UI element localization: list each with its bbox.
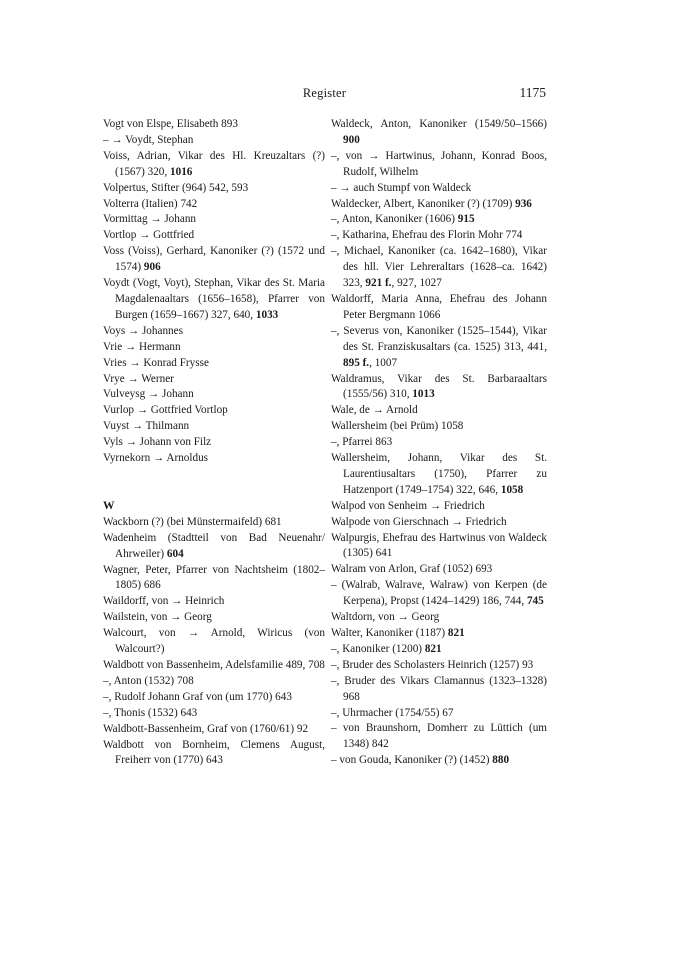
- index-entry: –, Katharina, Ehefrau des Florin Mohr 774: [331, 229, 523, 242]
- index-entry: Walter, Kanoniker (1187) 821: [331, 627, 465, 639]
- index-entry: –, Anton, Kanoniker (1606) 915: [331, 213, 475, 226]
- running-head: [103, 86, 546, 104]
- section-letter: W: [103, 499, 115, 512]
- index-entry: –, Pfarrei 863: [331, 436, 393, 449]
- index-entry: Vyrnekorn → Arnoldus: [103, 452, 209, 465]
- index-entry: –, Uhrmacher (1754/55) 67: [331, 706, 454, 719]
- index-entry: Vogt von Elspe, Elisabeth 893: [103, 118, 238, 130]
- index-entry: Waldbott von Bassenheim, Adelsfamilie 489, 708: [103, 659, 325, 671]
- index-entry: Waldorff, Maria Anna, Ehefrau des Johann Peter Bergmann 1066: [331, 292, 547, 321]
- index-entry: Voys → Johannes: [103, 324, 183, 337]
- index-entry: Wadenheim (Stadtteil von Bad Neuenahr/ Ahrweiler) 604: [103, 531, 325, 560]
- index-entry: – → auch Stumpf von Waldeck: [331, 181, 472, 194]
- left-column: [103, 117, 325, 769]
- index-entry: – von Gouda, Kanoniker (?) (1452) 880: [331, 754, 510, 767]
- index-entry: – von Braunshorn, Domherr zu Lüttich (um 1348) 842: [331, 722, 547, 751]
- index-entry: Vurlop → Gottfried Vortlop: [103, 404, 228, 417]
- index-entry: Waltdorn, von → Georg: [331, 611, 440, 624]
- index-entry: – → Voydt, Stephan: [103, 133, 194, 146]
- index-entry: Vyls → Johann von Filz: [103, 436, 212, 449]
- entries-right: [331, 117, 547, 769]
- index-entry: Walpurgis, Ehefrau des Hartwinus von Waldeck (1305) 641: [331, 531, 547, 560]
- index-entry: Wallersheim, Johann, Vikar des St. Laurentiusaltars (1750), Pfarrer zu Hatzenport (1749–1754) 322, 646, 1058: [331, 452, 547, 496]
- index-entry: –, Michael, Kanoniker (ca. 1642–1680), Vikar des hll. Vier Lehreraltars (1628–ca. 1642) 323, 921 f., 927, 1027: [331, 245, 547, 290]
- index-entry: Waldecker, Albert, Kanoniker (?) (1709) 936: [331, 197, 532, 210]
- index-entry: Vulveysg → Johann: [103, 388, 194, 401]
- index-entry: Vrye → Werner: [103, 372, 174, 385]
- index-entry: –, Severus von, Kanoniker (1525–1544), Vikar des St. Franziskusaltars (ca. 1525) 313, 441, 895 f., 1007: [331, 324, 547, 369]
- index-entry: Wackborn (?) (bei Münstermaifeld) 681: [103, 515, 282, 528]
- index-entry: –, Kanoniker (1200) 821: [331, 642, 442, 655]
- index-entry: Vormittag → Johann: [103, 213, 197, 226]
- index-entry: –, Rudolf Johann Graf von (um 1770) 643: [103, 690, 292, 703]
- entries-before-w: [103, 117, 325, 467]
- index-entry: Walcourt, von → Arnold, Wiricus (von Walcourt?): [103, 627, 325, 656]
- index-entry: Voydt (Vogt, Voyt), Stephan, Vikar des St. Maria Magdalenaaltars (1656–1658), Pfarrer von Burgen (1659–1667) 327, 640, 1033: [103, 277, 325, 321]
- page-number: 1175: [519, 85, 546, 100]
- index-entry: –, von → Hartwinus, Johann, Konrad Boos, Rudolf, Wilhelm: [331, 149, 547, 178]
- index-entry: Waldramus, Vikar des St. Barbaraaltars (1555/56) 310, 1013: [331, 372, 547, 401]
- index-entry: Walpod von Senheim → Friedrich: [331, 499, 485, 512]
- index-entry: Vries → Konrad Frysse: [103, 356, 209, 369]
- index-entry: – (Walrab, Walrave, Walraw) von Kerpen (de Kerpena), Propst (1424–1429) 186, 744, 745: [331, 579, 547, 608]
- index-entry: Volpertus, Stifter (964) 542, 593: [103, 181, 249, 194]
- entries-w: [103, 515, 325, 770]
- index-entry: Walram von Arlon, Graf (1052) 693: [331, 563, 493, 576]
- index-entry: Volterra (Italien) 742: [103, 197, 198, 210]
- index-entry: Wale, de → Arnold: [331, 404, 418, 417]
- running-title: Register: [302, 86, 347, 100]
- index-entry: Voiss, Adrian, Vikar des Hl. Kreuzaltars (?) (1567) 320, 1016: [103, 149, 325, 178]
- index-entry: –, Bruder des Scholasters Heinrich (1257) 93: [331, 658, 534, 671]
- index-entry: Wallersheim (bei Prüm) 1058: [331, 420, 464, 433]
- index-entry: Vrie → Hermann: [103, 340, 181, 353]
- index-entry: –, Anton (1532) 708: [103, 674, 194, 687]
- index-entry: –, Bruder des Vikars Clamannus (1323–1328) 968: [331, 674, 547, 703]
- index-entry: Voss (Voiss), Gerhard, Kanoniker (?) (1572 und 1574) 906: [103, 245, 325, 274]
- index-entry: Waldbott-Bassenheim, Graf von (1760/61) 92: [103, 722, 309, 735]
- index-entry: Vuyst → Thilmann: [103, 420, 190, 433]
- index-entry: Vortlop → Gottfried: [103, 229, 195, 242]
- index-entry: Wagner, Peter, Pfarrer von Nachtsheim (1802–1805) 686: [103, 563, 325, 592]
- right-column: [331, 117, 547, 769]
- index-entry: Waldeck, Anton, Kanoniker (1549/50–1566) 900: [331, 118, 547, 146]
- index-entry: Walpode von Gierschnach → Friedrich: [331, 515, 507, 528]
- index-entry: Wailstein, von → Georg: [103, 611, 212, 624]
- index-entry: –, Thonis (1532) 643: [103, 706, 198, 719]
- index-entry: Waldbott von Bornheim, Clemens August, Freiherr von (1770) 643: [103, 738, 325, 767]
- index-entry: Waildorff, von → Heinrich: [103, 595, 225, 608]
